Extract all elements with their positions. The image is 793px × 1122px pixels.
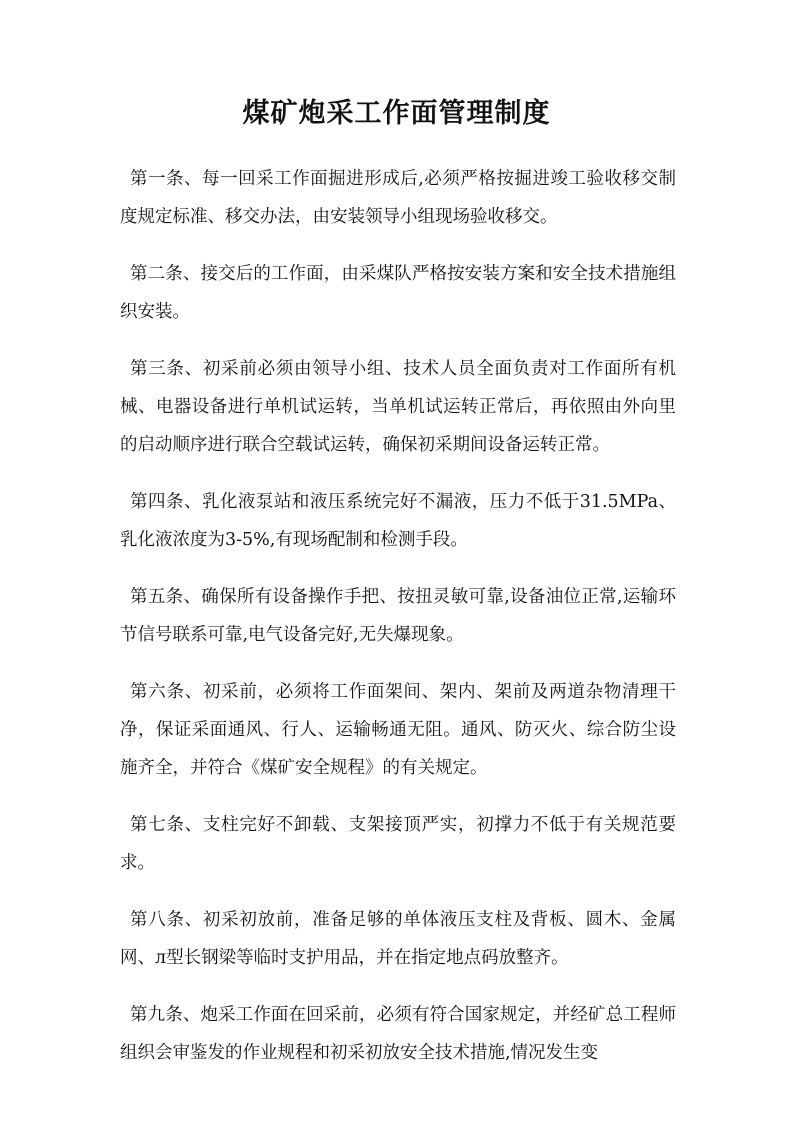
paragraph-article-8: 第八条、初采初放前，准备足够的单体液压支柱及背板、圆木、金属网、л型长钢梁等临时支护用品，并在指定地点码放整齐。 xyxy=(120,910,676,968)
paragraph-article-3: 第三条、初采前必须由领导小组、技术人员全面负责对工作面所有机械、电器设备进行单机试运转，当单机试运转正常后，再依照由外向里的启动顺序进行联合空载试运转，确保初采期间设备运转正常。 xyxy=(120,359,676,455)
document-body xyxy=(120,160,676,1091)
document-title: 煤矿炮采工作面管理制度 xyxy=(242,98,551,129)
paragraph-article-2: 第二条、接交后的工作面，由采煤队严格按安装方案和安全技术措施组织安装。 xyxy=(120,264,676,322)
paragraph-article-9: 第九条、炮采工作面在回采前，必须有符合国家规定，并经矿总工程师组织会审鉴发的作业规程和初采初放安全技术措施,情况发生变 xyxy=(120,1005,676,1063)
paragraph-article-7: 第七条、支柱完好不卸载、支架接顶严实，初撑力不低于有关规范要求。 xyxy=(120,815,676,873)
paragraph-article-6: 第六条、初采前，必须将工作面架间、架内、架前及两道杂物清理干净，保证采面通风、行人、运输畅通无阻。通风、防灭火、综合防尘设施齐全，并符合《煤矿安全规程》的有关规定。 xyxy=(120,682,676,778)
paragraph-article-4: 第四条、乳化液泵站和液压系统完好不漏液，压力不低于31.5MPa、乳化液浓度为3-5%,有现场配制和检测手段。 xyxy=(120,492,676,550)
paragraph-article-5: 第五条、确保所有设备操作手把、按扭灵敏可靠,设备油位正常,运输环节信号联系可靠,电气设备完好,无失爆现象。 xyxy=(120,587,676,645)
paragraph-article-1: 第一条、每一回采工作面掘进形成后,必须严格按掘进竣工验收移交制度规定标准、移交办法，由安装领导小组现场验收移交。 xyxy=(120,169,676,227)
